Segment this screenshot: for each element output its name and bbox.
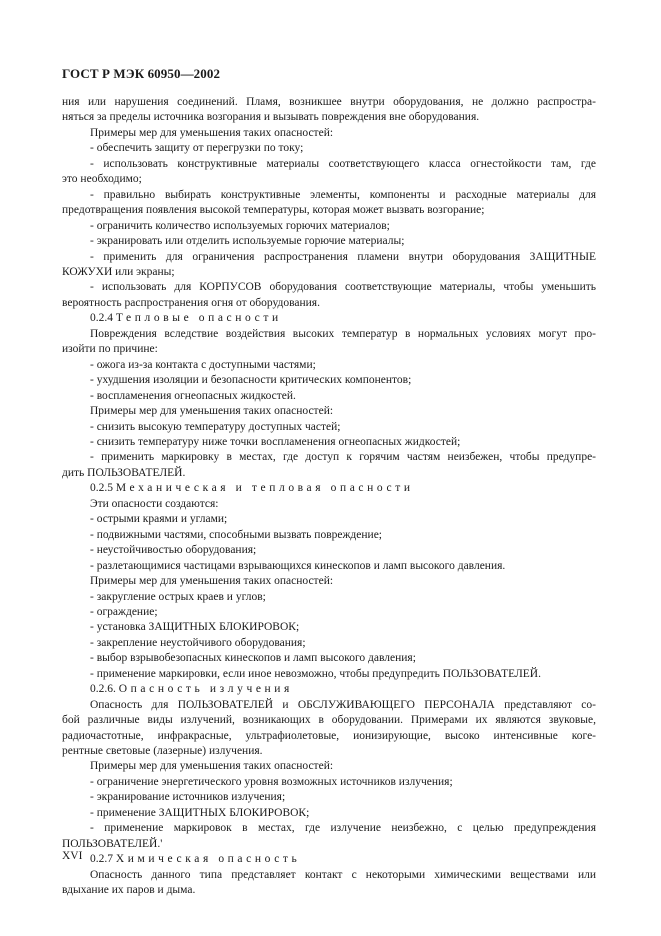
page-number: XVI [62, 850, 83, 862]
section-heading [62, 481, 596, 496]
text-line: рентные световые (лазерные) излучения. [62, 745, 263, 758]
list-item: - воспламенения огнеопасных жидкостей. [90, 389, 296, 402]
list-item: - снизить высокую температуру доступных частей; [90, 420, 341, 433]
list-item: - закрепление неустойчивого оборудования; [90, 636, 306, 649]
section-title: Механическая и тепловая опасности [115, 482, 414, 495]
text-line: Примеры мер для уменьшения таких опасностей: [90, 126, 334, 139]
list-item: - обеспечить защиту от перегрузки по току; [90, 142, 304, 155]
list-item: - ограждение; [90, 605, 158, 618]
text-line: Повреждения вследствие воздействия высоких температур в нормальных условиях могут про- [90, 327, 596, 340]
text-line: вероятность распространения огня от оборудования. [62, 296, 320, 309]
document-body [62, 95, 596, 899]
section-heading [62, 852, 596, 867]
list-item: - экранирование источников излучения; [90, 791, 286, 804]
list-item: - разлетающимися частицами взрывающихся кинескопов и ламп высокого давления. [90, 559, 506, 572]
list-item: - экранировать или отделить используемые горючие материалы; [90, 235, 405, 248]
list-item: - применение ЗАЩИТНЫХ БЛОКИРОВОК; [90, 806, 310, 819]
section-number: 0.2.5 [90, 482, 113, 495]
section-title: Опасность излучения [118, 683, 293, 696]
text-line: это необходимо; [62, 173, 142, 186]
text-line: Примеры мер для уменьшения таких опасностей: [90, 760, 334, 773]
section-title: Тепловые опасности [115, 312, 282, 325]
text-line: предотвращения появления высокой температуры, которая может вызвать возгорание; [62, 204, 485, 217]
list-item: - ограничить количество используемых горючих материалов; [90, 219, 390, 232]
list-item: - подвижными частями, способными вызвать повреждение; [90, 528, 382, 541]
text-line: ния или нарушения соединений. Пламя, возникшее внутри оборудования, не должно распростра- [62, 96, 596, 108]
list-item: - установка ЗАЩИТНЫХ БЛОКИРОВОК; [90, 621, 300, 634]
list-item: - ожога из-за контакта с доступными частями; [90, 358, 316, 371]
text-line: ПОЛЬЗОВАТЕЛЕЙ.' [62, 837, 163, 850]
text-line: вдыхание их паров и дыма. [62, 884, 196, 897]
text-line: изойти по причине: [62, 343, 158, 356]
text-line: КОЖУХИ или экраны; [62, 265, 175, 278]
text-line: Примеры мер для уменьшения таких опасностей: [90, 575, 334, 588]
text-line: Опасность для ПОЛЬЗОВАТЕЛЕЙ и ОБСЛУЖИВАЮЩЕГО ПЕРСОНАЛА представляют со- [90, 698, 596, 711]
list-item: - неустойчивостью оборудования; [90, 544, 257, 557]
list-item: - ухудшения изоляции и безопасности критических компонентов; [90, 374, 412, 387]
list-item: - применить для ограничения распространения пламени внутри оборудования ЗАЩИТНЫЕ [90, 250, 596, 263]
text-line: дить ПОЛЬЗОВАТЕЛЕЙ. [62, 466, 186, 479]
list-item: - применение маркировок в местах, где излучение неизбежно, с целью предупреждения [90, 822, 596, 835]
text-line: Опасность данного типа представляет контакт с некоторыми химическими веществами или [90, 868, 596, 881]
page-header: ГОСТ Р МЭК 60950—2002 [62, 66, 221, 81]
list-item: - выбор взрывобезопасных кинескопов и ламп высокого давления; [90, 652, 416, 665]
list-item: - применить маркировку в местах, где доступ к горячим частям неизбежен, чтобы предупре- [90, 451, 596, 464]
text-line: няться за пределы источника возгорания и вызывать повреждения вне оборудования. [62, 111, 480, 124]
section-number: 0.2.6. [90, 683, 116, 696]
list-item: - снизить температуру ниже точки воспламенения огнеопасных жидкостей; [90, 435, 461, 448]
text-line: Эти опасности создаются: [90, 497, 219, 510]
list-item: - острыми краями и углами; [90, 513, 228, 526]
list-item: - правильно выбирать конструктивные элементы, компоненты и расходные материалы для [90, 188, 596, 201]
section-heading [62, 311, 596, 326]
list-item: - применение маркировки, если иное невозможно, чтобы предупредить ПОЛЬЗОВАТЕЛЕЙ. [90, 667, 541, 680]
text-line: радиочастотные, инфракрасные, ультрафиолетовые, ионизирующие, высоко интенсивные коге- [62, 729, 596, 742]
section-number: 0.2.4 [90, 312, 113, 325]
section-title: Химическая опасность [115, 853, 301, 866]
list-item: - использовать конструктивные материалы соответствующего класса огнестойкости там, где [90, 157, 596, 170]
text-line: Примеры мер для уменьшения таких опасностей: [90, 405, 334, 418]
list-item: - закругление острых краев и углов; [90, 590, 266, 603]
text-line: бой различные виды излучений, возникающих в оборудовании. Примерами их являются звуковые, [62, 714, 596, 727]
list-item: - ограничение энергетического уровня возможных источников излучения; [90, 775, 453, 788]
section-number: 0.2.7 [90, 853, 113, 866]
section-heading [62, 682, 596, 697]
list-item: - использовать для КОРПУСОВ оборудования соответствующие материалы, чтобы уменьшить [90, 281, 596, 294]
